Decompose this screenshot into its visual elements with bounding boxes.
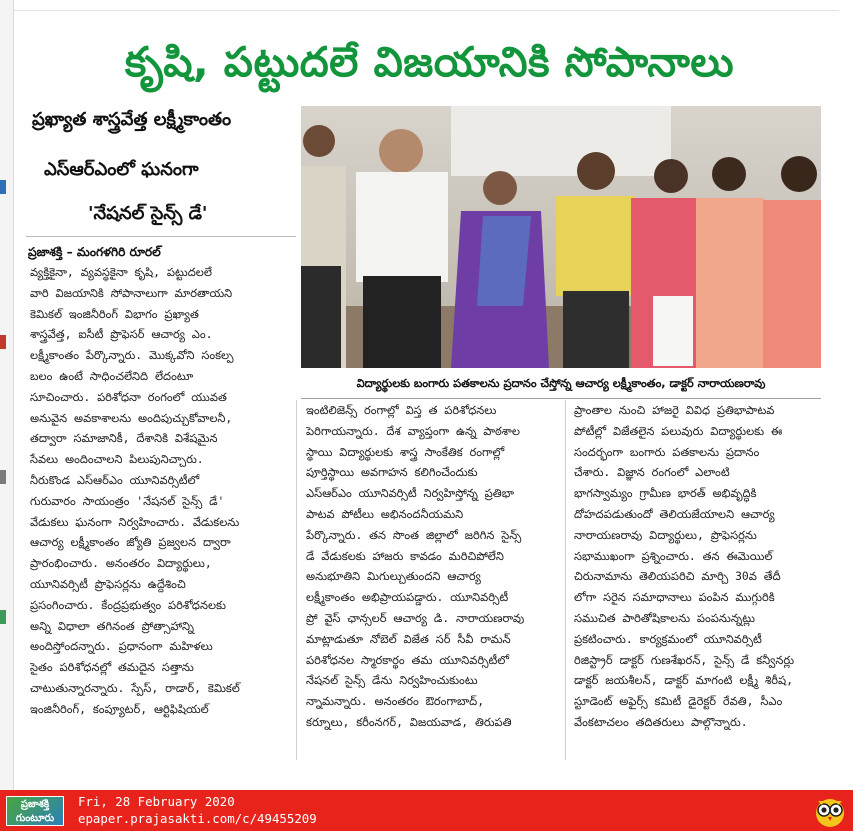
body-line: ఎస్‌ఆర్‌ఎం యూనివర్సిటీ నిర్వహిస్తోన్న ప్రతిభా [306, 486, 514, 501]
article-headline: కృషి, పట్టుదలే విజయానికి సోపానాలు [124, 38, 735, 86]
body-line: చాటుతున్నారన్నారు. స్పేస్, రాడార్, కెమికల్ [30, 680, 240, 695]
body-line: వేడుకలు ఘనంగా నిర్వహించారు. వేడుకలను [30, 514, 240, 529]
photo-illustration [301, 106, 821, 368]
body-line: పాటవ పోటీలు అభినందనీయమని [306, 506, 464, 521]
body-line: నీరుకొండ ఎస్‌ఆర్‌ఎం యూనివర్సిటీలో [30, 472, 200, 487]
article-column-3 [574, 400, 822, 733]
top-rule [14, 10, 839, 11]
subheading-srm: ఎస్‌ఆర్‌ఎంలో ఘనంగా [44, 159, 199, 180]
body-line: ప్రో వైస్ ఛాన్సలర్ ఆచార్య డి. నారాయణరావు [306, 610, 525, 625]
body-line: లక్ష్మీకాంతం పేర్కొన్నారు. మొక్కవోని సంకల్ప [30, 348, 234, 363]
adjacent-page-edge [0, 610, 6, 624]
body-line: ఆచార్య లక్ష్మీకాంతం జ్యోతి ప్రజ్వలన ద్వారా [30, 535, 231, 550]
body-line: ప్రసంగించారు. కేంద్రప్రభుత్వం పరిశోధనలకు [30, 597, 226, 612]
body-line: వ్యక్తికైనా, వ్యవస్థకైనా కృషి, పట్టుదలలే [30, 265, 212, 279]
adjacent-page-edge [0, 470, 6, 484]
photo-caption: విద్యార్థులకు బంగారు పతకాలను ప్రదానం చేస్తోన్న ఆచార్య లక్ష్మీకాంతం, డాక్టర్ నారాయణరావు [356, 377, 766, 390]
body-line: పేర్కొన్నారు. తన సొంత జిల్లాలో జరిగిన సైన్స్ [306, 527, 522, 542]
adjacent-page-edge [0, 180, 6, 194]
body-line: లక్ష్మీకాంతం అభిప్రాయపడ్డారు. యూనివర్సిటీ [306, 590, 509, 605]
body-line: డాక్టర్ జయశీలన్, డాక్టర్ మాగంటి లక్ష్మీ శిరీష, [574, 673, 793, 688]
body-line: ప్రకటించారు. కార్యక్రమంలో యూనివర్సిటీ [574, 631, 762, 646]
body-line: సైతం పరిశోధనల్లో తమదైన సత్తాను [30, 660, 194, 675]
body-line: లోగా సరైన సమాధానాలు పంపిన ముగ్గురికి [574, 590, 775, 605]
body-line: నారాయణరావు విద్యార్థులు, ప్రొఫెసర్లను [574, 527, 757, 542]
body-line: భాగస్వామ్యం గ్రామీణ భారత్ అభివృద్ధికి [574, 486, 757, 501]
body-line: అనుభూతిని మిగుల్చుతుందని ఆచార్య [306, 569, 481, 584]
epaper-link[interactable]: epaper.prajasakti.com/c/49455209 [78, 811, 317, 826]
page-left-margin [0, 0, 14, 790]
body-line: బలం ఉంటే సాధించలేనిది లేదంటూ [30, 368, 194, 383]
body-line: శాస్త్రవేత్త, ఐసీటీ ప్రొఫెసర్ ఆచార్య ఎం. [30, 327, 213, 342]
edition-date: Fri, 28 February 2020 [78, 794, 235, 809]
body-line: నేషనల్ సైన్స్ డేను నిర్వహించుకుంటు [306, 673, 478, 688]
article-column-1 [30, 262, 286, 720]
body-line: వారి విజయానికి సోపానాలుగా మారతాయని [30, 285, 233, 300]
body-line: న్నామన్నారు. అనంతరం ఔరంగాబాద్, [306, 694, 485, 709]
article-byline: ప్రజాశక్తి – మంగళగిరి రూరల్ [28, 245, 161, 259]
body-line: చేశారు. విజ్ఞాన రంగంలో ఎలాంటి [574, 465, 730, 480]
body-line: పరిశోధనల స్మారకార్థం తమ యూనివర్సిటీలో [306, 652, 509, 667]
body-line: దోహదపడుతుందో తెలియజేయాలని ఆచార్య [574, 506, 775, 521]
body-line: పోటీల్లో విజేతలైన పలువురు విద్యార్థులకు ఈ [574, 423, 783, 438]
body-line: ఇంజినీరింగ్, కంప్యూటర్, ఆర్టిఫిషియల్ [30, 701, 209, 716]
body-line: యూనివర్సిటీ ప్రొఫెసర్లను ఉద్దేశించి [30, 576, 186, 591]
subheading-divider [26, 236, 296, 237]
subheading-science-day: 'నేషనల్ సైన్స్ డే' [88, 203, 208, 224]
body-line: గురువారం సాయంత్రం 'నేషనల్ సైన్స్ డే' [30, 493, 225, 508]
body-line: అన్ని విధాలా తగినంత ప్రోత్సాహాన్ని [30, 618, 194, 633]
body-line: సభాముఖంగా ప్రశ్నించారు. తన ఈమెయిల్ [574, 548, 773, 563]
article-column-2 [306, 400, 556, 733]
body-line: పెరిగాయన్నారు. దేశ వ్యాప్తంగా ఉన్న పాఠశాల [306, 423, 520, 438]
body-line: మాట్లాడుతూ నోబెల్ విజేత సర్ సీవీ రామన్ [306, 631, 511, 646]
body-line: సందర్భంగా బంగారు పతకాలను ప్రదానం [574, 444, 760, 459]
prajasakti-logo[interactable]: ప్రజాశక్తి గుంటూరు [6, 796, 64, 826]
body-line: కర్నూలు, కరీంనగర్, విజయవాడ, తిరుపతి [306, 714, 512, 729]
body-line: అనువైన అవకాశాలను అందిపుచ్చుకోవాలనీ, [30, 410, 233, 425]
body-line: డే వేడుకలకు హాజరు కావడం మరిచిపోలేని [306, 548, 504, 563]
body-line: సూచించారు. పరిశోధనా రంగంలో యువత [30, 389, 227, 404]
column-divider [296, 400, 297, 760]
body-line: స్థాయి విద్యార్థులకు శాస్త్ర సాంకేతిక రంగాల్లో [306, 444, 505, 459]
body-line: స్టూడెంట్ అఫైర్స్ కమిటీ డైరెక్టర్ రేవతి, సీఎం [574, 694, 783, 709]
column-divider [565, 400, 566, 760]
body-line: అందిస్తోందన్నారు. ప్రధానంగా మహిళలు [30, 639, 213, 654]
article-photo [301, 106, 821, 368]
body-line: పూర్తిస్థాయి అవగాహన కలిగించేందుకు [306, 465, 478, 480]
body-line: రిజిస్ట్రార్ డాక్టర్ గుణశేఖరన్, సైన్స్ డే కన్వీనర్లు [574, 652, 795, 667]
body-line: కెమికల్ ఇంజినీరింగ్ విభాగం ప్రఖ్యాత [30, 306, 199, 321]
body-line: తద్వారా సమాజానికీ, దేశానికి విశేషమైన [30, 431, 218, 446]
subheading-scientist: ప్రఖ్యాత శాస్త్రవేత్త లక్ష్మీకాంతం [32, 109, 232, 130]
adjacent-page-edge [0, 335, 6, 349]
body-line: సముచిత పారితోషికాలను పంపనున్నట్లు [574, 610, 755, 625]
caption-divider [301, 398, 821, 399]
body-line: ఇంటిలిజెన్స్ రంగాల్లో విస్త త పరిశోధనలు [306, 403, 497, 417]
body-line: ప్రాంతాల నుంచి హాజరై వివిధ ప్రతిభాపాటవ [574, 403, 775, 417]
body-line: చిరునామాను తెలియపరిచి మార్చి 30వ తేదీ [574, 569, 781, 584]
body-line: వేంకటాచలం తదితరులు పాల్గొన్నారు. [574, 714, 748, 729]
body-line: సేవలు అందించాలని పిలుపునిచ్చారు. [30, 452, 204, 467]
owl-icon[interactable] [812, 793, 848, 829]
body-line: ప్రారంభించారు. అనంతరం విద్యార్థులు, [30, 556, 212, 571]
